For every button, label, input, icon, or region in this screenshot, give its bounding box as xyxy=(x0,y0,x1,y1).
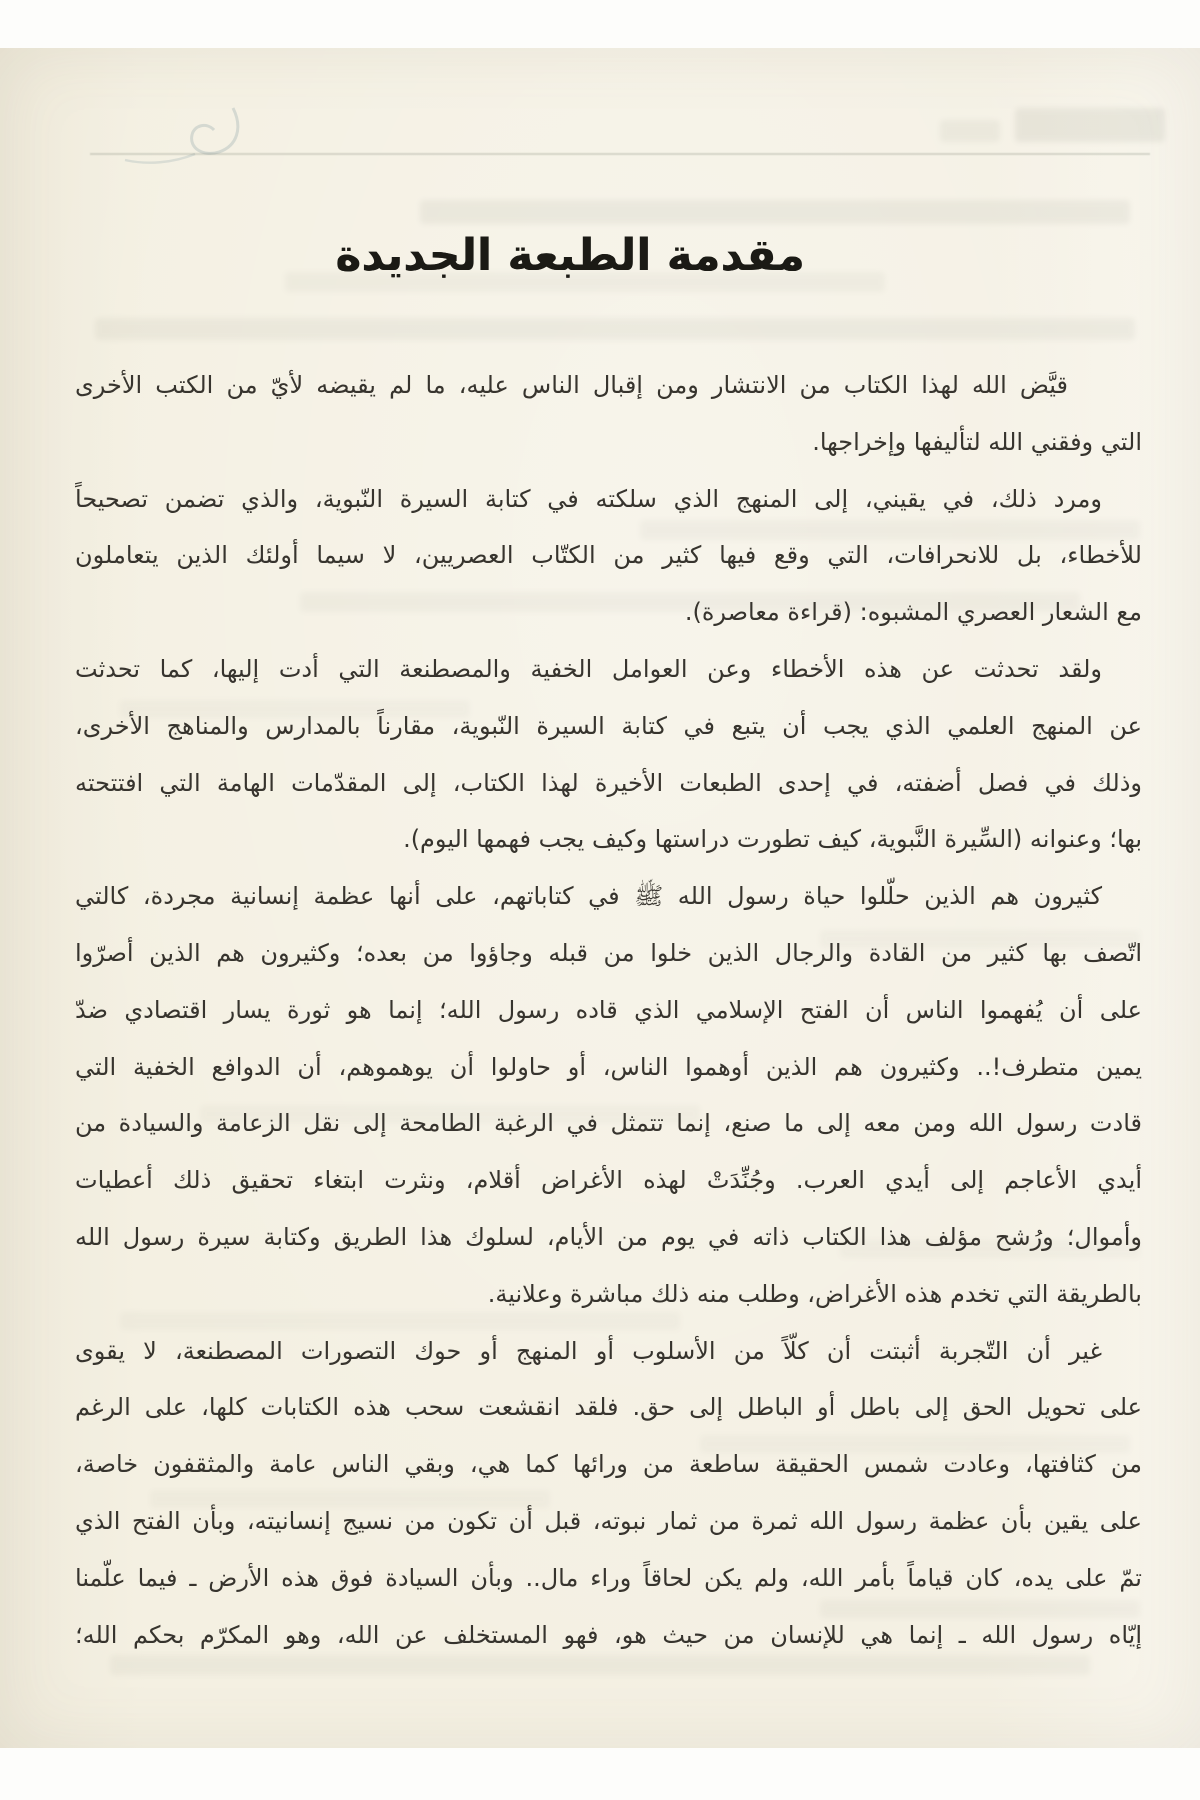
book-page xyxy=(0,48,1200,1748)
text-line: أيدي الأعاجم إلى أيدي العرب. وجُنِّدَتْ لهذه الأغراض أقلام، ونثرت ابتغاء تحقيق ذلك أعطيات xyxy=(75,1166,1142,1195)
text-line: على تحويل الحق إلى باطل أو الباطل إلى حق. فلقد انقشعت سحب هذه الكتابات كلها، على الرغم xyxy=(75,1393,1142,1422)
bleed-through-smudge xyxy=(95,318,1135,340)
text-line: مع الشعار العصري المشبوه: (قراءة معاصرة). xyxy=(684,598,1142,627)
paragraph xyxy=(75,357,1142,471)
bleed-through-smudge xyxy=(420,200,1130,224)
bleed-through-curve xyxy=(115,100,285,180)
text-line: ومرد ذلك، في يقيني، إلى المنهج الذي سلكته في كتابة السيرة النّبوية، والذي تضمن تصحيحاً xyxy=(75,484,1102,513)
paragraph xyxy=(75,1323,1142,1664)
bleed-through-smudge xyxy=(940,120,1000,142)
bleed-through-rule xyxy=(90,153,1150,155)
text-line: قيَّض الله لهذا الكتاب من الانتشار ومن إقبال الناس عليه، ما لم يقيضه لأيّ من الكتب الأخرى xyxy=(75,371,1068,399)
text-line: للأخطاء، بل للانحرافات، التي وقع فيها كثير من الكتّاب العصريين، لا سيما أولئك الذين يتعاملون xyxy=(75,541,1142,570)
page-title: مقدمة الطبعة الجديدة xyxy=(335,230,805,281)
paragraph xyxy=(75,641,1142,868)
text-line: كثيرون هم الذين حلّلوا حياة رسول الله ﷺ في كتاباتهم، على أنها عظمة إنسانية مجردة، كالتي xyxy=(75,882,1102,911)
text-line: التي وفقني الله لتأليفها وإخراجها. xyxy=(812,427,1142,456)
text-line: وأموال؛ ورُشح مؤلف هذا الكتاب ذاته في يوم من الأيام، لسلوك هذا الطريق وكتابة سيرة رسول الله xyxy=(75,1222,1142,1251)
text-line: ولقد تحدثت عن هذه الأخطاء وعن العوامل الخفية والمصطنعة التي أدت إليها، كما تحدثت xyxy=(75,654,1102,683)
bleed-through-smudge xyxy=(1015,108,1165,142)
text-line: عن المنهج العلمي الذي يجب أن يتبع في كتابة السيرة النّبوية، مقارناً بالمدارس والمناهج الأخرى، xyxy=(75,711,1142,740)
text-line: على أن يُفهموا الناس أن الفتح الإسلامي الذي قاده رسول الله؛ إنما هو ثورة يسار اقتصادي ضدّ xyxy=(75,995,1142,1024)
text-line: يمين متطرف!.. وكثيرون هم الذين أوهموا الناس، أو حاولوا أن يوهموهم، أن الدوافع الخفية التي xyxy=(75,1052,1142,1081)
text-line: تمّ على يده، كان قياماً بأمر الله، ولم يكن لحاقاً وراء مال.. وبأن السيادة فوق هذه الأرض ـ فيما علّمنا xyxy=(75,1563,1142,1592)
paragraph xyxy=(75,868,1142,1322)
text-line: من كثافتها، وعادت شمس الحقيقة ساطعة من ورائها كما هي، وبقي الناس عامة والمثقفون خاصة، xyxy=(75,1450,1142,1479)
page-body xyxy=(75,357,1142,1663)
paragraph xyxy=(75,471,1142,641)
text-line: إيّاه رسول الله ـ إنما هي للإنسان من حيث هو، فهو المستخلف عن الله، وهو المكرّم بحكم الله؛ xyxy=(75,1620,1142,1649)
text-line: وذلك في فصل أضفته، في إحدى الطبعات الأخيرة لهذا الكتاب، إلى المقدّمات الهامة التي افتتحته xyxy=(75,768,1142,797)
text-line: على يقين بأن عظمة رسول الله ثمرة من ثمار نبوته، قبل أن تكون من نسيج إنسانيته، وبأن الفتح الذي xyxy=(75,1506,1142,1535)
text-line: قادت رسول الله ومن معه إلى ما صنع، إنما تتمثل في الرغبة الطامحة إلى نقل الزعامة والسيادة من xyxy=(75,1109,1142,1138)
text-line: غير أن التّجربة أثبتت أن كلّاً من الأسلوب أو المنهج أو حوك التصورات المصطنعة، لا يقوى xyxy=(75,1336,1102,1365)
text-line: بالطريقة التي تخدم هذه الأغراض، وطلب منه ذلك مباشرة وعلانية. xyxy=(487,1279,1142,1308)
text-line: بها؛ وعنوانه (السِّيرة النَّبوية، كيف تطورت دراستها وكيف يجب فهمها اليوم). xyxy=(403,825,1142,854)
text-line: اتّصف بها كثير من القادة والرجال الذين خلوا من قبله وجاؤوا من بعده؛ وكثيرون هم الذين أصرّوا xyxy=(75,938,1142,967)
